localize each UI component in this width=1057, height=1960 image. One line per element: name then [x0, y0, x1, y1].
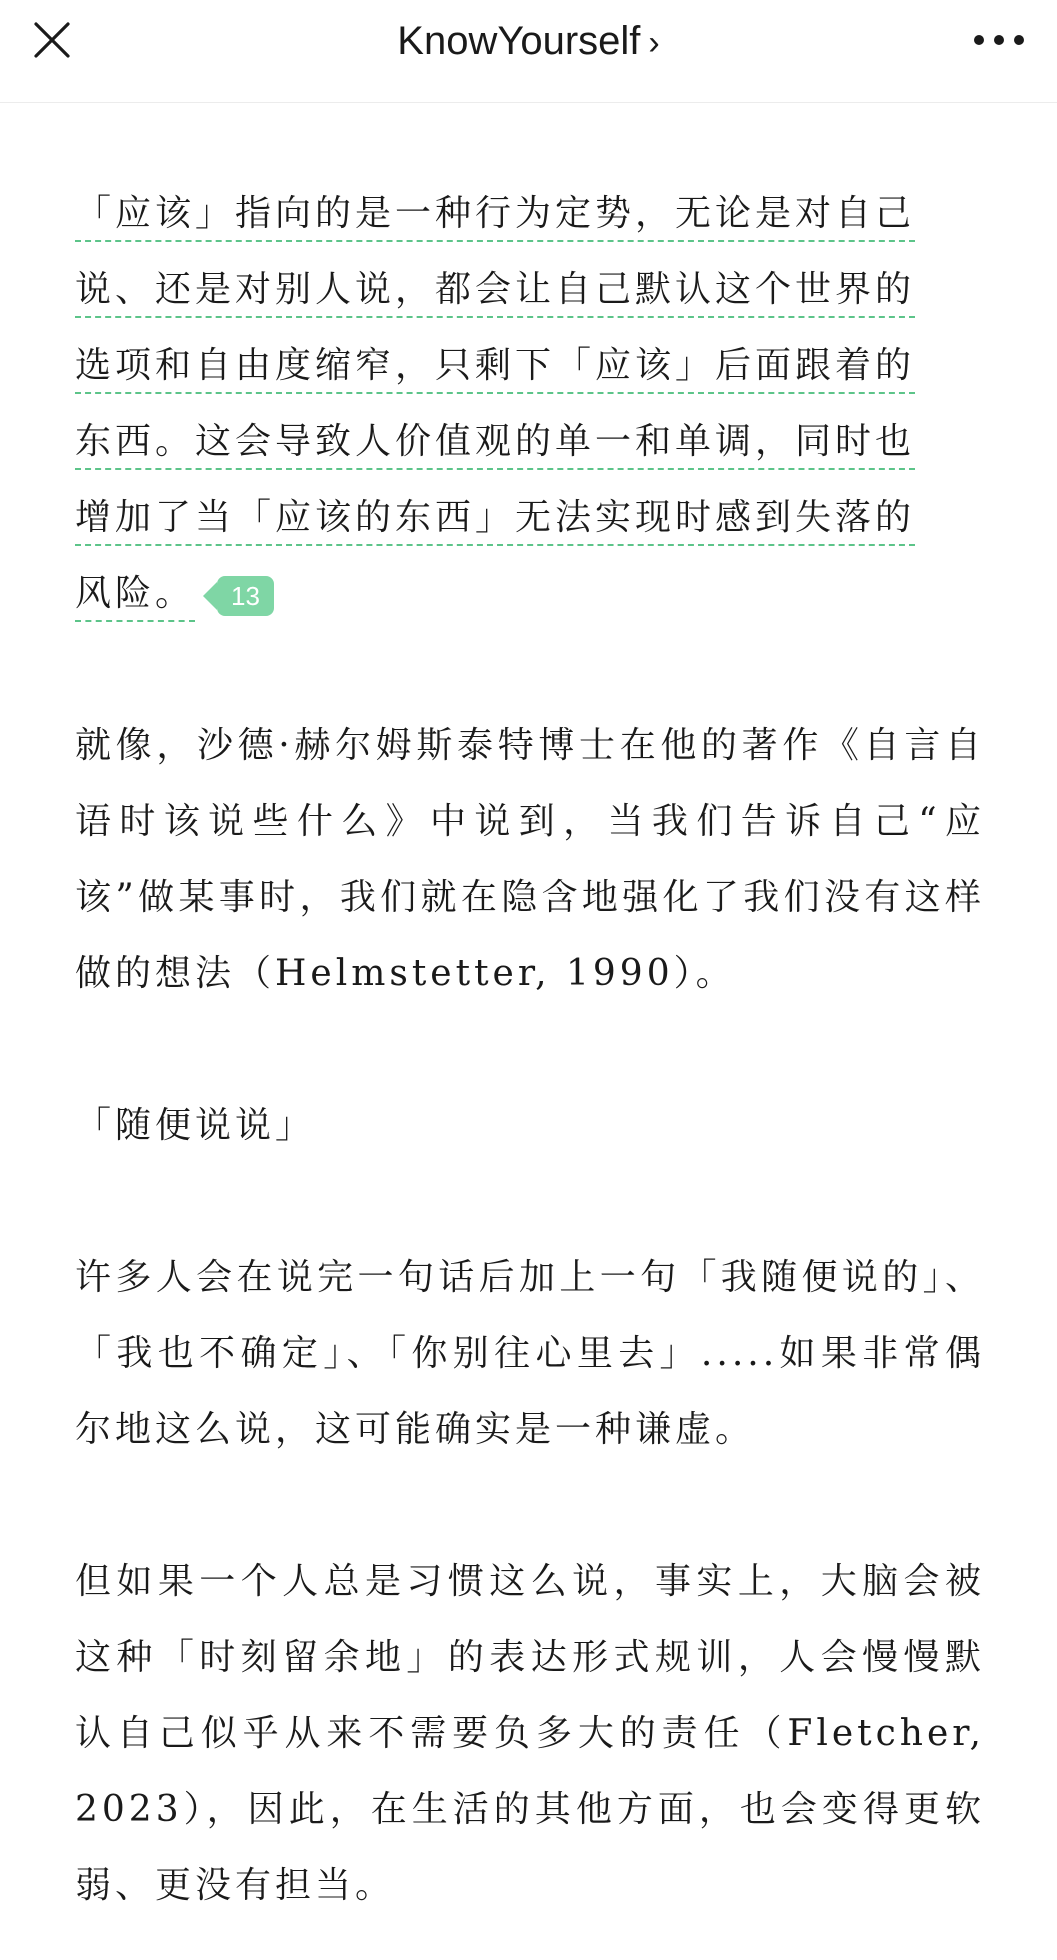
comment-count-badge[interactable]: 13	[217, 576, 274, 616]
account-name: KnowYourself	[397, 19, 641, 63]
article-body	[75, 176, 985, 1924]
more-icon[interactable]	[971, 20, 1027, 60]
highlight-line: 风险。	[75, 573, 195, 622]
paragraph: 就像，沙德·赫尔姆斯泰特博士在他的著作《自言自语时该说些什么》中说到，当我们告诉自己“应该”做某事时，我们就在隐含地强化了我们没有这样做的想法（Helmstetter, 1990）。	[75, 725, 985, 994]
paragraph-spacer	[75, 1012, 985, 1088]
paragraph: 但如果一个人总是习惯这么说，事实上，大脑会被这种「时刻留余地」的表达形式规训，人会慢慢默认自己似乎从来不需要负多大的责任（Fletcher, 2023），因此，在生活的其他方面，也会变得更软弱、更没有担当。	[75, 1561, 985, 1906]
highlight-line: 选项和自由度缩窄，只剩下「应该」后面跟着的	[75, 345, 915, 394]
paragraph-spacer	[75, 1468, 985, 1544]
paragraph: 许多人会在说完一句话后加上一句「我随便说的」、「我也不确定」、「你别往心里去」.....如果非常偶尔地这么说，这可能确实是一种谦虚。	[75, 1257, 985, 1450]
top-nav-bar	[0, 0, 1057, 103]
highlight-line: 东西。这会导致人价值观的单一和单调，同时也	[75, 421, 915, 470]
account-name-link[interactable]	[0, 12, 1057, 72]
highlight-line: 增加了当「应该的东西」无法实现时感到失落的	[75, 497, 915, 546]
highlighted-paragraph[interactable]	[75, 176, 985, 632]
highlight-line: 「应该」指向的是一种行为定势，无论是对自己	[75, 193, 915, 242]
chevron-right-icon: ›	[648, 24, 660, 62]
paragraph-spacer	[75, 1164, 985, 1240]
section-heading: 「随便说说」	[75, 1105, 316, 1146]
paragraph-spacer	[75, 632, 985, 708]
highlight-line: 说、还是对别人说，都会让自己默认这个世界的	[75, 269, 915, 318]
